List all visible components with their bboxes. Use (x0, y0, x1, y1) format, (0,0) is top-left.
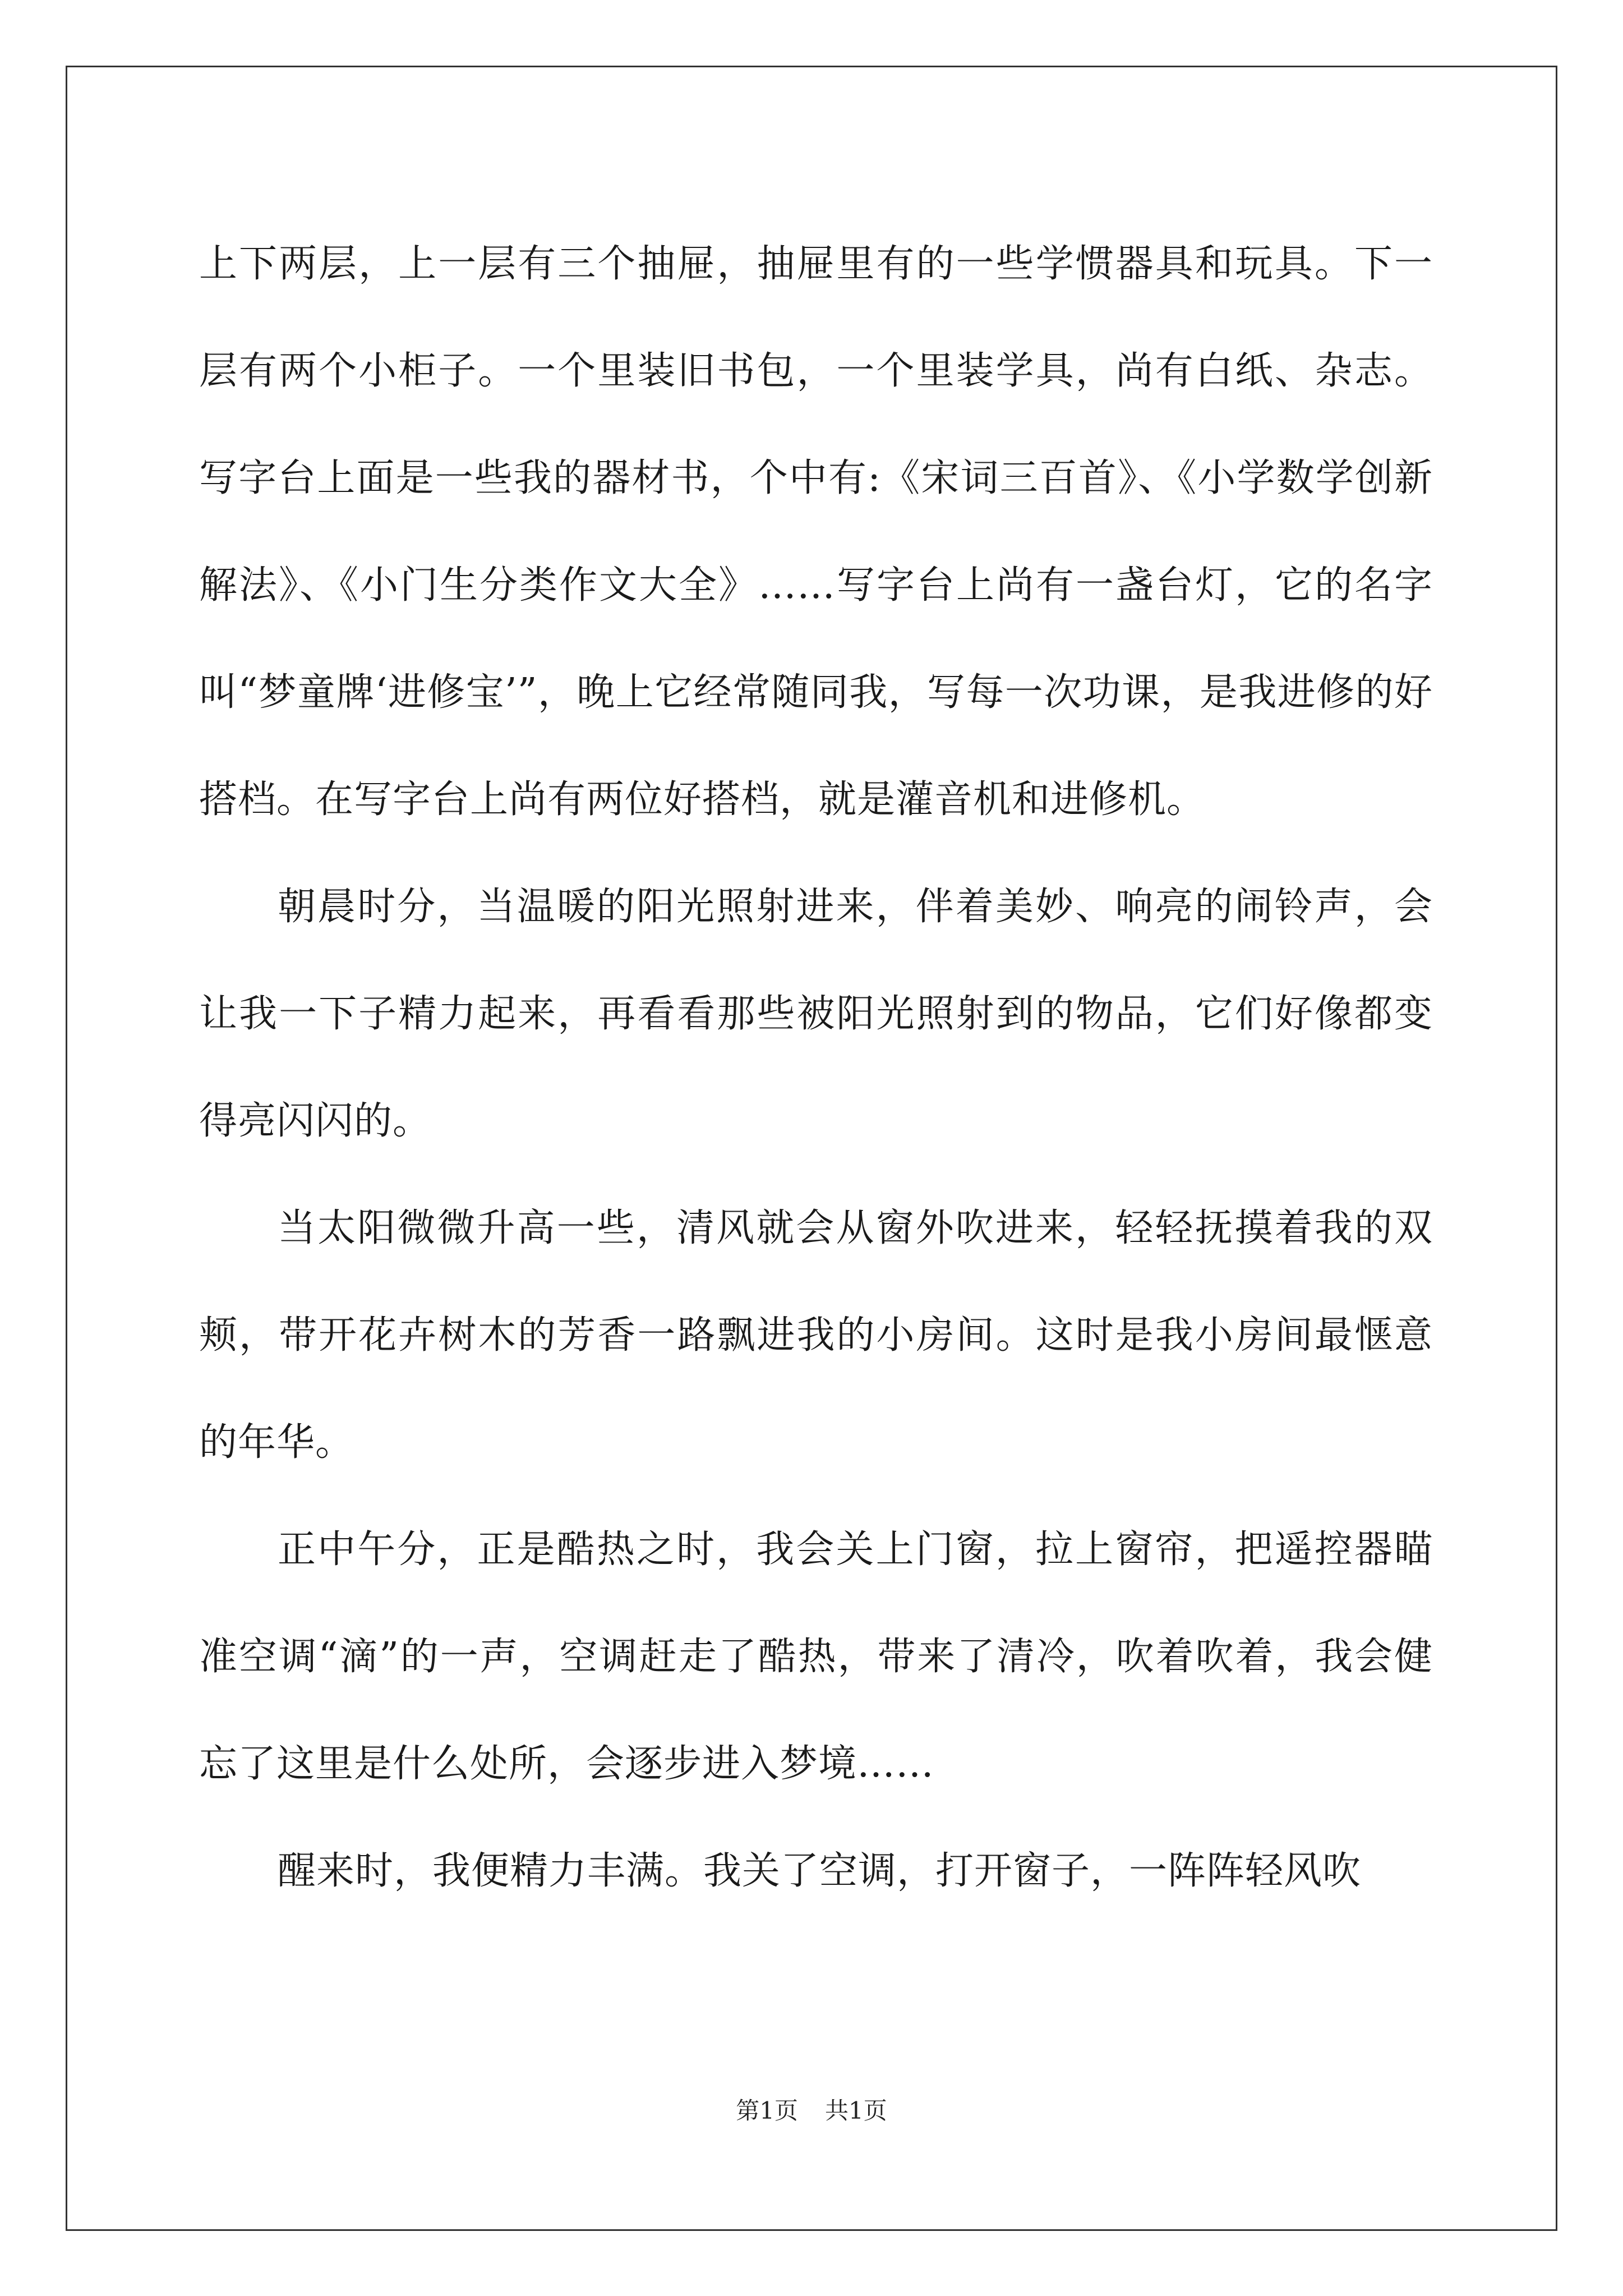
paragraph-3: 当太阳微微升高一些，清风就会从窗外吹进来，轻轻抚摸着我的双颊，带开花卉树木的芳香一路飘进我的小房间。这时是我小房间最惬意的年华。 (199, 1206, 1433, 1465)
paragraph-1: 上下两层，上一层有三个抽屉，抽屉里有的一些学惯器具和玩具。下一层有两个小柜子。一个里装旧书包，一个里装学具，尚有白纸、杂志。写字台上面是一些我的器材书，个中有:《宋词三百首》、《小学数学创新解法》、《小门生分类作文大全》……写字台上尚有一盏台灯，它的名字叫“梦童牌‘进修宝’”，晚上它经常随同我，写每一次功课，是我进修的好搭档。在写字台上尚有两位好搭档，就是灌音机和进修机。 (199, 242, 1433, 822)
document-body (199, 210, 1433, 1925)
paragraph-2: 朝晨时分，当温暖的阳光照射进来，伴着美妙、响亮的闹铃声，会让我一下子精力起来，再看看那些被阳光照射到的物品，它们好像都变得亮闪闪的。 (199, 885, 1433, 1143)
paragraph-4: 正中午分，正是酷热之时，我会关上门窗，拉上窗帘，把遥控器瞄准空调“滴”的一声，空调赶走了酷热，带来了清冷，吹着吹着，我会健忘了这里是什么处所，会逐步进入梦境…… (199, 1527, 1433, 1786)
page-number: 第1页 (736, 2097, 798, 2124)
page-footer (0, 2092, 1623, 2126)
page-total: 共1页 (825, 2097, 887, 2124)
paragraph-5: 醒来时，我便精力丰满。我关了空调，打开窗子，一阵阵轻风吹 (278, 1849, 1362, 1893)
